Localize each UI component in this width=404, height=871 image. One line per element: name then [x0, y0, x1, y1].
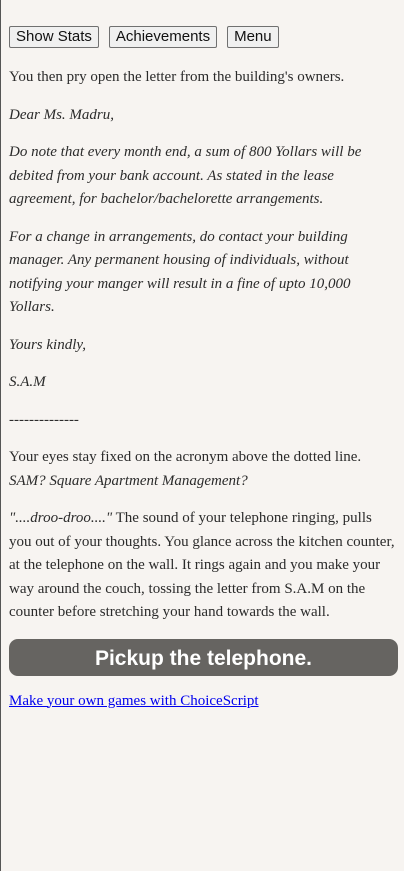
choicescript-link[interactable]: Make your own games with ChoiceScript	[9, 692, 259, 709]
letter-closing: Yours kindly,	[9, 336, 86, 353]
toolbar	[9, 0, 396, 48]
phone-text: The sound of your telephone ringing, pulls you out of your thoughts. You glance across the kitchen counter, at the telephone on the wall. It rings again and you make your way around the couch, tossing the letter from S.A.M on the counter before stretching your hand towards the wall.	[9, 510, 395, 620]
story-paragraph-eyes	[9, 446, 396, 493]
menu-button[interactable]: Menu	[227, 26, 279, 48]
story-text	[9, 66, 396, 625]
game-page	[1, 0, 404, 710]
divider-line: --------------	[9, 411, 79, 428]
eyes-fixed-text: Your eyes stay fixed on the acronym above the dotted line.	[9, 449, 362, 465]
achievements-button[interactable]: Achievements	[109, 26, 217, 48]
ring-sound-text: "....droo-droo...."	[9, 510, 113, 526]
story-paragraph-phone	[9, 507, 396, 625]
letter-salutation: Dear Ms. Madru,	[9, 106, 114, 123]
letter-signature: S.A.M	[9, 374, 46, 390]
show-stats-button[interactable]: Show Stats	[9, 26, 99, 48]
sam-guess-text: SAM? Square Apartment Management?	[9, 472, 248, 489]
story-intro: You then pry open the letter from the building's owners.	[9, 69, 345, 85]
letter-paragraph-2: For a change in arrangements, do contact your building manager. Any permanent housing of individuals, without notifying your manger will result in a fine of upto 10,000 Yollars.	[9, 228, 351, 315]
letter-paragraph-1: Do note that every month end, a sum of 800 Yollars will be debited from your bank account. As stated in the lease agreement, for bachelor/bachelorette arrangements.	[9, 144, 362, 207]
pickup-telephone-button[interactable]: Pickup the telephone.	[9, 639, 398, 676]
